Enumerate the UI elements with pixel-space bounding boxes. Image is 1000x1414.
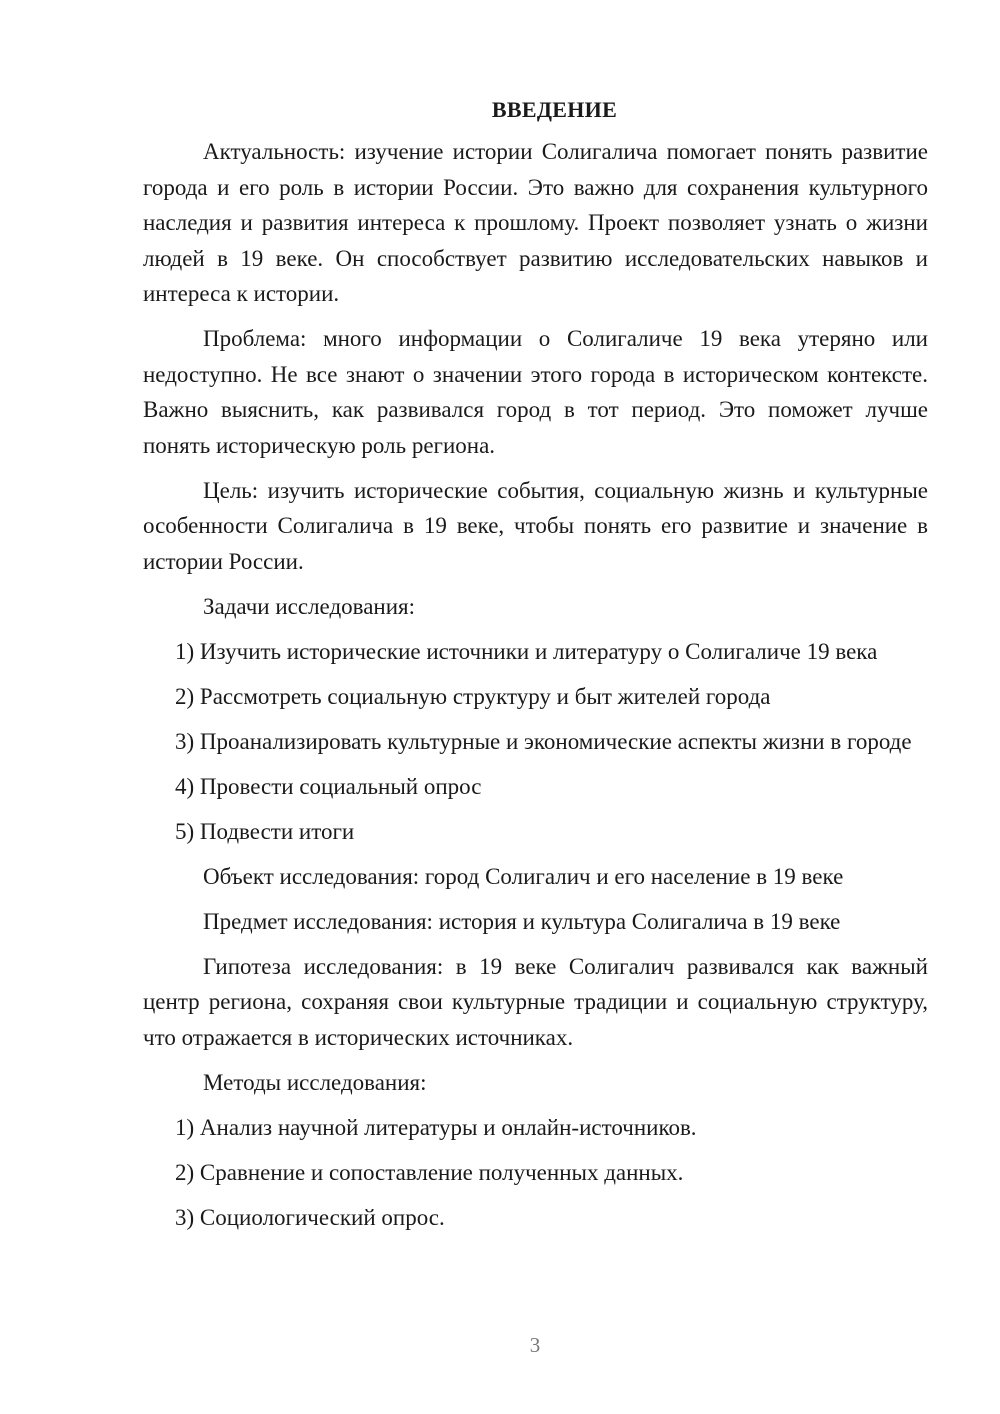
paragraph-subject: Предмет исследования: история и культура Солигалича в 19 веке <box>203 908 841 934</box>
paragraph-hypothesis: Гипотеза исследования: в 19 веке Солигалич развивался как важный центр региона, сохраняя свои культурные традиции и социальную структуру, что отражается в исторических источниках. <box>143 953 928 1050</box>
methods-heading: Методы исследования: <box>203 1069 427 1095</box>
paragraph-object: Объект исследования: город Солигалич и его население в 19 веке <box>203 863 844 889</box>
page-number: 3 <box>529 1333 541 1357</box>
task-item-5: 5) Подвести итоги <box>175 818 355 844</box>
task-item-4: 4) Провести социальный опрос <box>175 773 482 799</box>
method-item-2: 2) Сравнение и сопоставление полученных данных. <box>175 1159 684 1185</box>
paragraph-goal: Цель: изучить исторические события, социальную жизнь и культурные особенности Солигалича в 19 веке, чтобы понять его развитие и значение в истории России. <box>143 477 928 574</box>
paragraph-problem: Проблема: много информации о Солигаличе 19 века утеряно или недоступно. Не все знают о значении этого города в историческом контексте. Важно выяснить, как развивался город в тот период. Это поможет лучше понять историческую роль региона. <box>143 326 928 458</box>
paragraph-relevance: Актуальность: изучение истории Солигалича помогает понять развитие города и его роль в истории России. Это важно для сохранения культурного наследия и развития интереса к прошлому. Проект позволяет узнать о жизни людей в 19 веке. Он способствует развитию исследовательских навыков и интереса к истории. <box>143 139 928 306</box>
method-item-1: 1) Анализ научной литературы и онлайн-источников. <box>175 1114 697 1140</box>
task-item-1: 1) Изучить исторические источники и литературу о Солигаличе 19 века <box>175 638 878 664</box>
tasks-heading: Задачи исследования: <box>203 593 416 619</box>
method-item-3: 3) Социологический опрос. <box>175 1204 445 1230</box>
task-item-3: 3) Проанализировать культурные и экономические аспекты жизни в городе <box>175 728 912 754</box>
task-item-2: 2) Рассмотреть социальную структуру и быт жителей города <box>175 683 771 709</box>
page-title: ВВЕДЕНИЕ <box>491 97 618 122</box>
